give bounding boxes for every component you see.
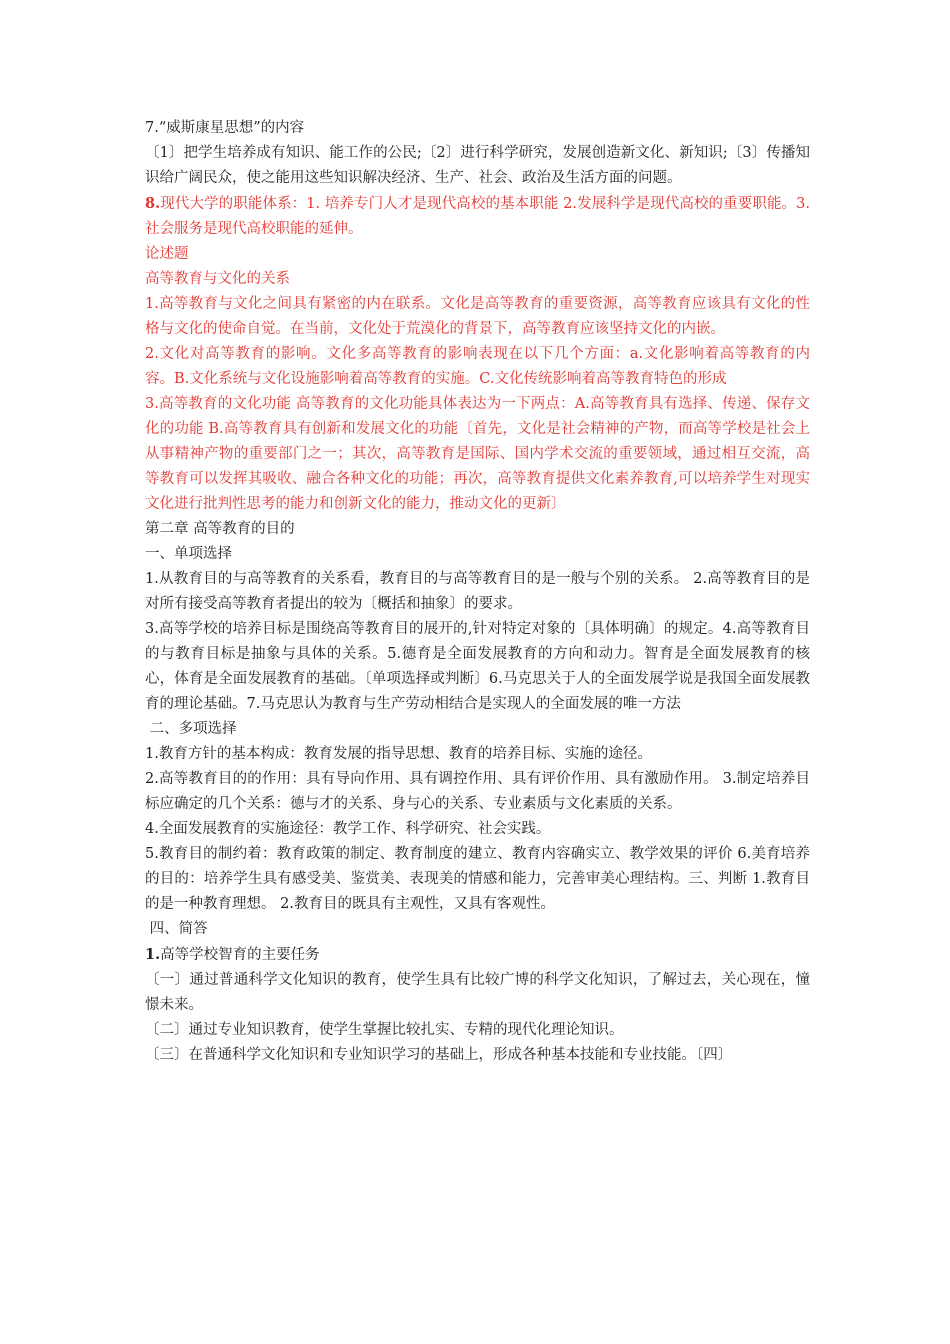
multiple-choice-paragraph-1: 1.教育方针的基本构成：教育发展的指导思想、教育的培养目标、实施的途径。 bbox=[145, 746, 652, 762]
question-text: 高等学校智育的主要任务 bbox=[160, 947, 320, 963]
chapter-2-heading: 第二章 高等教育的目的 bbox=[145, 521, 295, 537]
short-answer-item-2: 〔二〕通过专业知识教育，使学生掌握比较扎实、专精的现代化理论知识。 bbox=[145, 1022, 624, 1038]
item-7-body: 〔1〕把学生培养成有知识、能工作的公民;〔2〕进行科学研究，发展创造新文化、新知识;〔3〕传播知识给广阔民众，使之能用这些知识解决经济、生产、社会、政治及生活方面的问题。 bbox=[145, 145, 810, 186]
short-answer-item-1: 〔一〕通过普通科学文化知识的教育，使学生具有比较广博的科学文化知识，了解过去，关心现在，憧憬未来。 bbox=[145, 972, 810, 1013]
section-single-choice: 一、单项选择 bbox=[145, 546, 232, 562]
question-number: 1. bbox=[145, 946, 161, 963]
item-8-text: 现代大学的职能体系：1. 培养专门人才是现代高校的基本职能 2.发展科学是现代高校的重要职能。3.社会服务是现代高校职能的延伸。 bbox=[145, 196, 810, 237]
item-8-number: 8. bbox=[145, 195, 161, 212]
item-7-title: 7.“威斯康星思想”的内容 bbox=[145, 120, 305, 136]
multiple-choice-paragraph-4: 5.教育目的制约着：教育政策的制定、教育制度的建立、教育内容确实立、教学效果的评价 6.美育培养的目的：培养学生具有感受美、鉴赏美、表现美的情感和能力，完善审美心理结构。三、判断 1.教育目的是一种教育理想。 2.教育目的既具有主观性，又具有客观性。 bbox=[145, 846, 810, 912]
single-choice-paragraph-2: 3.高等学校的培养目标是围绕高等教育目的展开的,针对特定对象的〔具体明确〕的规定。4.高等教育目的与教育目标是抽象与具体的关系。5.德育是全面发展教育的方向和动力。智育是全面发展教育的核心，体育是全面发展教育的基础。〔单项选择或判断〕6.马克思关于人的全面发展学说是我国全面发展教育的理论基础。7.马克思认为教育与生产劳动相结合是实现人的全面发展的唯一方法 bbox=[145, 621, 810, 712]
essay-paragraph-2: 2.文化对高等教育的影响。文化多高等教育的影响表现在以下几个方面：a.文化影响着高等教育的内容。B.文化系统与文化设施影响着高等教育的实施。C.文化传统影响着高等教育特色的形成 bbox=[145, 346, 810, 387]
short-answer-question-1 bbox=[145, 942, 810, 968]
single-choice-paragraph-1: 1.从教育目的与高等教育的关系看，教育目的与高等教育目的是一般与个别的关系。 2.高等教育目的是对所有接受高等教育者提出的较为〔概括和抽象〕的要求。 bbox=[145, 571, 810, 612]
short-answer-item-3: 〔三〕在普通科学文化知识和专业知识学习的基础上，形成各种基本技能和专业技能。〔四〕 bbox=[145, 1047, 733, 1063]
essay-title: 高等教育与文化的关系 bbox=[145, 271, 290, 287]
section-short-answer: 四、简答 bbox=[145, 921, 208, 937]
item-8 bbox=[145, 191, 810, 242]
essay-paragraph-1: 1.高等教育与文化之间具有紧密的内在联系。文化是高等教育的重要资源，高等教育应该具有文化的性格与文化的使命自觉。在当前，文化处于荒漠化的背景下，高等教育应该坚持文化的内嵌。 bbox=[145, 296, 810, 337]
multiple-choice-paragraph-3: 4.全面发展教育的实施途径：教学工作、科学研究、社会实践。 bbox=[145, 821, 551, 837]
essay-paragraph-3: 3.高等教育的文化功能 高等教育的文化功能具体表达为一下两点：A.高等教育具有选择、传递、保存文化的功能 B.高等教育具有创新和发展文化的功能〔首先，文化是社会精神的产物，而高等学校是社会上从事精神产物的重要部门之一；其次，高等教育是国际、国内学术交流的重要领域，通过相互交流，高等教育可以发挥其吸收、融合各种文化的功能；再次，高等教育提供文化素养教育,可以培养学生对现实文化进行批判性思考的能力和创新文化的能力，推动文化的更新〕 bbox=[145, 396, 810, 512]
essay-heading: 论述题 bbox=[145, 246, 189, 262]
section-multiple-choice: 二、多项选择 bbox=[145, 721, 237, 737]
multiple-choice-paragraph-2: 2.高等教育目的的作用：具有导向作用、具有调控作用、具有评价作用、具有激励作用。 3.制定培养目标应确定的几个关系：德与才的关系、身与心的关系、专业素质与文化素质的关系。 bbox=[145, 771, 810, 812]
